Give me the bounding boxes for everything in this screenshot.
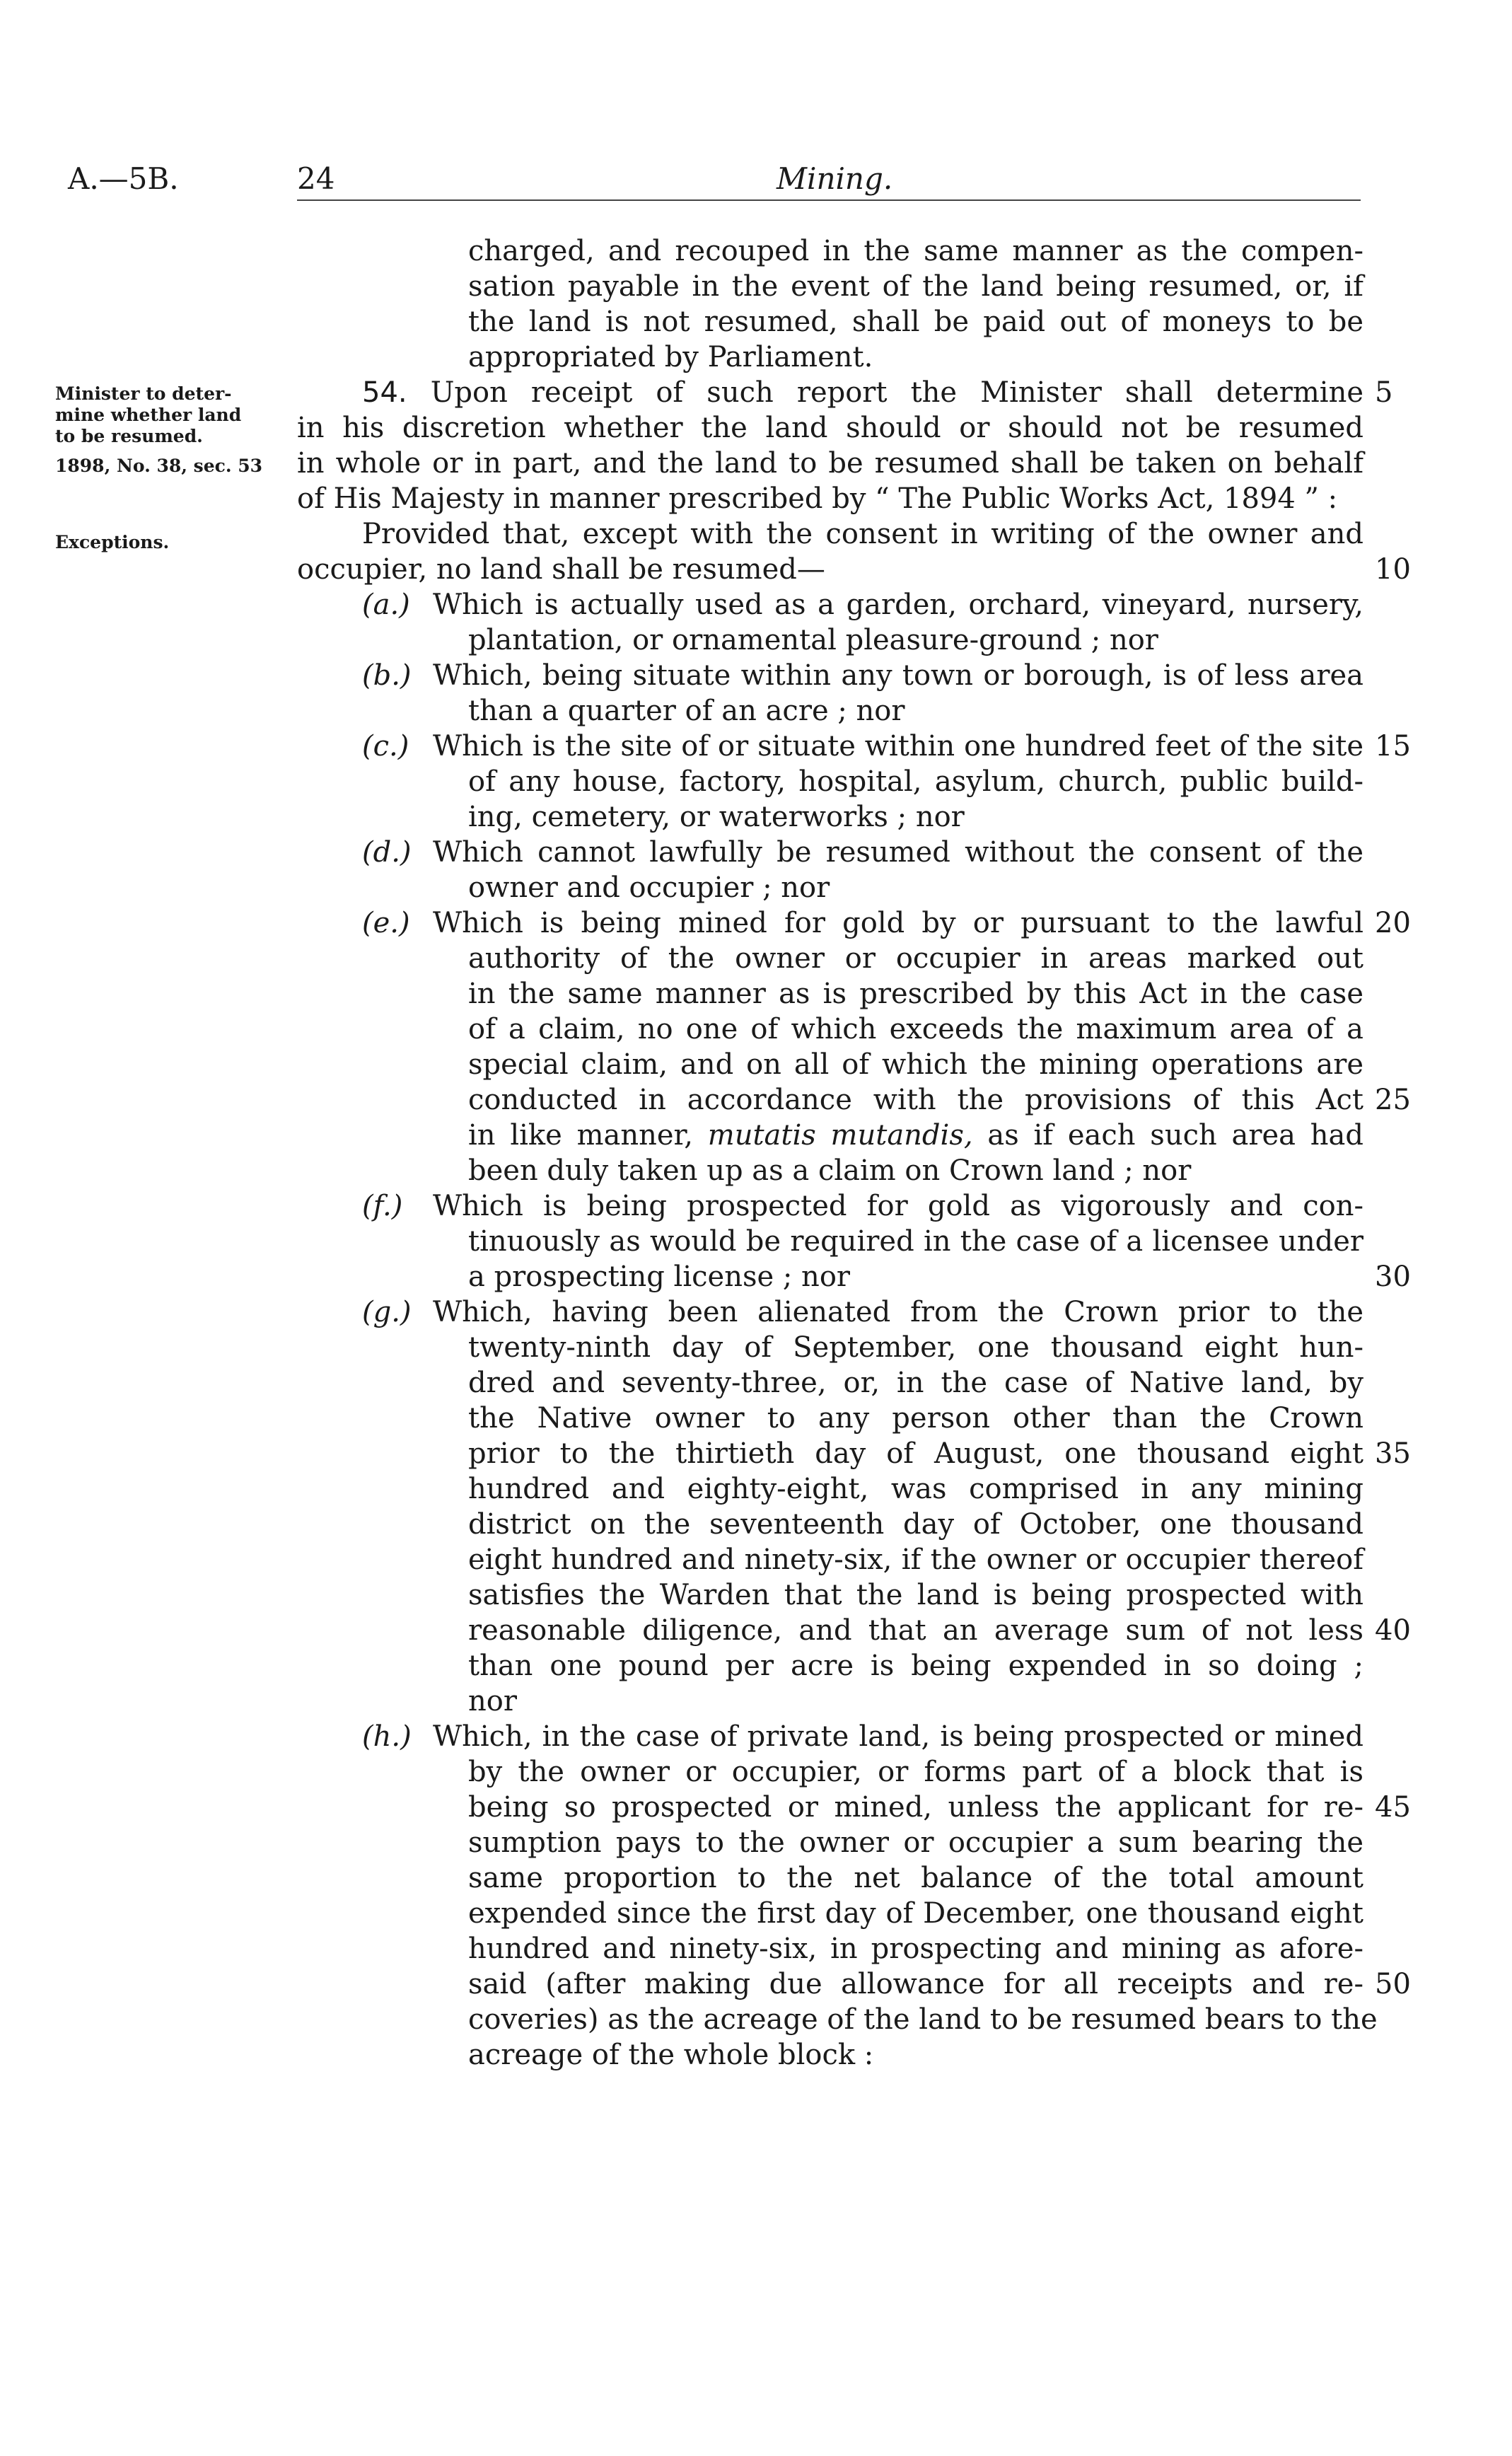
text-line: owner and occupier ; nor <box>468 871 830 904</box>
line-number: 35 <box>1375 1437 1411 1470</box>
text-line: satisfies the Warden that the land is being prospected with <box>468 1579 1363 1611</box>
item-label: (e.) <box>362 907 410 939</box>
line-number: 40 <box>1375 1614 1411 1647</box>
text-line: authority of the owner or occupier in areas marked out <box>468 942 1363 975</box>
document-reference: A.—5B. <box>68 161 179 196</box>
item-label: (f.) <box>362 1190 403 1222</box>
text-line: prior to the thirtieth day of August, one thousand eight <box>468 1437 1363 1470</box>
margin-note-exceptions: Exceptions. <box>55 532 170 552</box>
margin-note-minister: Minister to deter- mine whether land to be resumed. <box>55 383 242 446</box>
text-line: expended since the first day of December, one thousand eight <box>468 1897 1363 1930</box>
text-line: charged, and recouped in the same manner as the compen- <box>468 235 1363 267</box>
text-line: ing, cemetery, or waterworks ; nor <box>468 801 965 833</box>
text-line: the Native owner to any person other than the Crown <box>468 1402 1363 1435</box>
section-number: 54. <box>362 376 407 409</box>
proviso-line: occupier, no land shall be resumed— <box>297 553 825 586</box>
line-number: 5 <box>1375 376 1393 409</box>
text-line: hundred and eighty-eight, was comprised in any mining <box>468 1473 1363 1505</box>
text-line: said (after making due allowance for all receipts and re- <box>468 1968 1363 2000</box>
line-number: 25 <box>1375 1084 1411 1116</box>
item-f: (f.) Which is being prospected for gold as vigorously and con- <box>362 1190 1363 1222</box>
text-line: twenty-ninth day of September, one thousand eight hun- <box>468 1331 1363 1364</box>
text-line: in whole or in part, and the land to be resumed shall be taken on behalf <box>297 447 1363 480</box>
text-line: in like manner, mutatis mutandis, as if each such area had <box>468 1119 1363 1152</box>
item-label: (c.) <box>362 730 409 763</box>
line-number: 45 <box>1375 1791 1411 1824</box>
page-number: 24 <box>297 161 335 196</box>
text-line: a prospecting license ; nor <box>468 1261 851 1293</box>
text-line: sumption pays to the owner or occupier a sum bearing the <box>468 1826 1363 1859</box>
line-number: 50 <box>1375 1968 1411 2000</box>
text-line: plantation, or ornamental pleasure-ground ; nor <box>468 624 1158 656</box>
text-line: hundred and ninety-six, in prospecting and mining as afore- <box>468 1933 1363 1965</box>
text-line: appropriated by Parliament. <box>468 341 873 373</box>
item-label: (g.) <box>362 1296 412 1328</box>
proviso-line: Provided that, except with the consent in writing of the owner and <box>362 518 1363 550</box>
text-line: of His Majesty in manner prescribed by “ The Public Works Act, 1894 ” : <box>297 482 1338 515</box>
item-label: (a.) <box>362 589 410 621</box>
item-label: (b.) <box>362 659 412 692</box>
text-line: in the same manner as is prescribed by this Act in the case <box>468 978 1363 1010</box>
text-line: reasonable diligence, and that an average sum of not less <box>468 1614 1363 1647</box>
text-line: than one pound per acre is being expended in so doing ; <box>468 1650 1363 1682</box>
line-number: 15 <box>1375 730 1411 763</box>
line-number: 10 <box>1375 553 1411 586</box>
text-line: the land is not resumed, shall be paid out of moneys to be <box>468 306 1363 338</box>
header-rule <box>297 199 1361 201</box>
line-number: 30 <box>1375 1261 1411 1293</box>
text-line: conducted in accordance with the provisions of this Act <box>468 1084 1363 1116</box>
text-line: nor <box>468 1685 517 1718</box>
text-line: same proportion to the net balance of the total amount <box>468 1862 1363 1894</box>
text-line: been duly taken up as a claim on Crown land ; nor <box>468 1154 1192 1187</box>
text-line: acreage of the whole block : <box>468 2039 874 2071</box>
page-title: Mining. <box>777 161 893 196</box>
item-e: (e.) Which is being mined for gold by or pursuant to the lawful <box>362 907 1363 939</box>
item-b: (b.) Which, being situate within any town or borough, is of less area <box>362 659 1363 692</box>
text-line: coveries) as the acreage of the land to be resumed bears to the <box>468 2003 1378 2036</box>
item-d: (d.) Which cannot lawfully be resumed without the consent of the <box>362 836 1363 869</box>
text-line: than a quarter of an acre ; nor <box>468 695 905 727</box>
margin-note-citation: 1898, No. 38, sec. 53 <box>55 456 263 476</box>
item-g: (g.) Which, having been alienated from the Crown prior to the <box>362 1296 1363 1328</box>
item-label: (d.) <box>362 836 412 869</box>
item-c: (c.) Which is the site of or situate within one hundred feet of the site <box>362 730 1363 763</box>
item-a: (a.) Which is actually used as a garden, orchard, vineyard, nursery, <box>362 589 1363 621</box>
text-line: sation payable in the event of the land being resumed, or, if <box>468 270 1363 303</box>
text-line: tinuously as would be required in the case of a licensee under <box>468 1225 1363 1258</box>
text-line: eight hundred and ninety-six, if the owner or occupier thereof <box>468 1543 1363 1576</box>
text-line: by the owner or occupier, or forms part of a block that is <box>468 1756 1363 1788</box>
text-line: being so prospected or mined, unless the applicant for re- <box>468 1791 1363 1824</box>
text-line: special claim, and on all of which the mining operations are <box>468 1048 1363 1081</box>
text-line: of any house, factory, hospital, asylum, church, public build- <box>468 765 1363 798</box>
item-label: (h.) <box>362 1720 412 1753</box>
text-line: in his discretion whether the land should or should not be resumed <box>297 412 1363 444</box>
section-54-first-line: 54. Upon receipt of such report the Minister shall determine <box>362 376 1364 409</box>
item-h: (h.) Which, in the case of private land, is being prospected or mined <box>362 1720 1363 1753</box>
text-line: dred and seventy-three, or, in the case of Native land, by <box>468 1367 1363 1399</box>
text-line: of a claim, no one of which exceeds the maximum area of a <box>468 1013 1363 1045</box>
text-line: district on the seventeenth day of October, one thousand <box>468 1508 1363 1541</box>
line-number: 20 <box>1375 907 1411 939</box>
